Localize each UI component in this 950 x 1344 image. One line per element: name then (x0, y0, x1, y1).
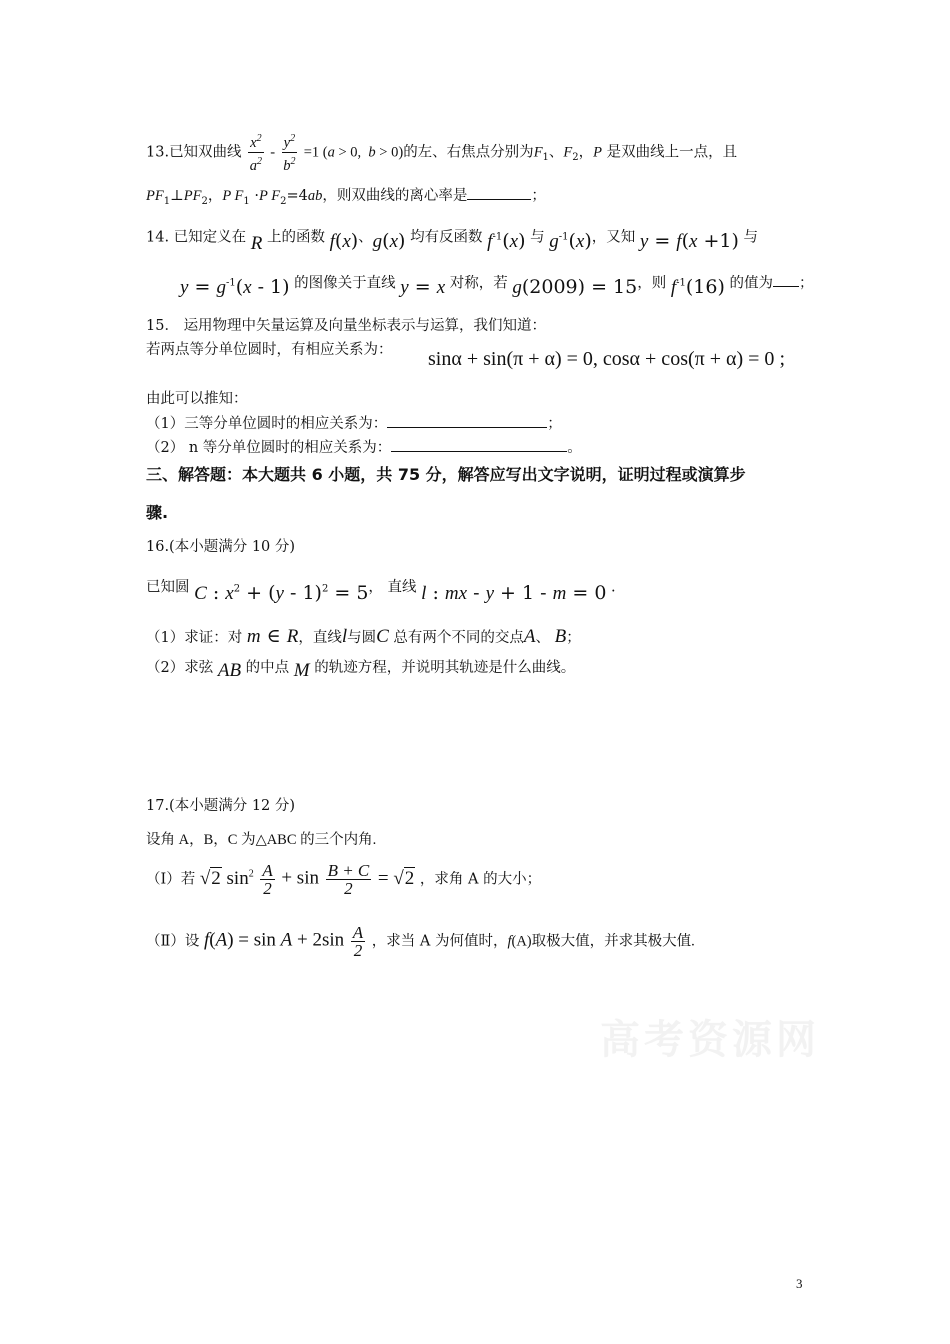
section-heading-line1: 三、解答题：本大题共 6 小题，共 75 分，解答应写出文字说明，证明过程或演算步 (146, 465, 746, 484)
q14-line1: 14. 已知定义在 R 上的函数 f(x)、g(x) 均有反函数 $f^{-1}(x)$ 与 $g^{-1}(x)$，又知 y = f(x +1) 与 (146, 229, 758, 255)
q16-title: 16.(本小题满分 10 分) (146, 539, 296, 555)
q13-answer-blank[interactable] (467, 185, 531, 200)
q13-line2: $PF_1\perp PF_2$，P $F_1 \cdot P$ $F_2=4ab$，则双曲线的离心率是 ； (146, 185, 546, 212)
q14-answer-blank[interactable] (773, 272, 799, 287)
q16-item2: （2）求弦 AB 的中点 M 的轨迹方程，并说明其轨迹是什么曲线。 (146, 660, 576, 681)
q16-line1: 已知圆 C : $x^2 + (y - 1)^2 = 5$， 直线 l : mx - y + 1 - m = 0 . (146, 579, 616, 605)
q15-line3: 由此可以推知： (146, 391, 248, 407)
q15-item1: （1）三等分单位圆时的相应关系为： ； (146, 413, 562, 434)
q15-item2: （2） n 等分单位圆时的相应关系为： 。 (146, 437, 582, 458)
watermark: 高考资源网 (600, 1017, 820, 1063)
q17-title: 17.(本小题满分 12 分) (146, 798, 296, 814)
q14-line2: $y = g^{-1}(x - 1)$ 的图像关于直线 y = x 对称，若 g(2009) = 15，则 $f^{-1}(16)$ 的值为 ； (180, 268, 813, 293)
q15-line2: 若两点等分单位圆时，有相应关系为： (146, 342, 393, 358)
q17-part2: （Ⅱ）设 f(A) = sin A + 2sin $\frac{A}{2}$ ，求当 A 为何值时，f(A)取极大值，并求其极大值. (146, 923, 695, 960)
q17-part1: （Ⅰ）若 √2 $\sin^2$ $\frac{A}{2}$ + sin $\frac{B + C}{2}$ = √2 ，求角 A 的大小； (146, 861, 542, 898)
q13-line1: 13.已知双曲线 $\frac{x^2}{a^2}$ - $\frac{y^2}{b^2}$ =1 (a > 0, b > 0)的左、右焦点分别为$F_1$、$F_2$，P 是双曲线上一点，且 (146, 130, 737, 175)
q15-line1: 15． 运用物理中矢量运算及向量坐标表示与运算，我们知道： (146, 318, 547, 334)
q15-item1-blank[interactable] (387, 413, 547, 428)
q15-formula: sinα + sin(π + α) = 0, cosα + cos(π + α) = 0 ; (428, 348, 785, 370)
page-number: 3 (796, 1276, 803, 1291)
q15-item2-blank[interactable] (391, 437, 567, 452)
section-heading-line2: 骤. (146, 503, 169, 522)
q17-line1: 设角 A，B，C 为△ABC 的三个内角. (146, 832, 377, 848)
q16-item1: （1）求证：对 m ∈ R，直线l与圆C 总有两个不同的交点A、 B； (146, 625, 581, 647)
